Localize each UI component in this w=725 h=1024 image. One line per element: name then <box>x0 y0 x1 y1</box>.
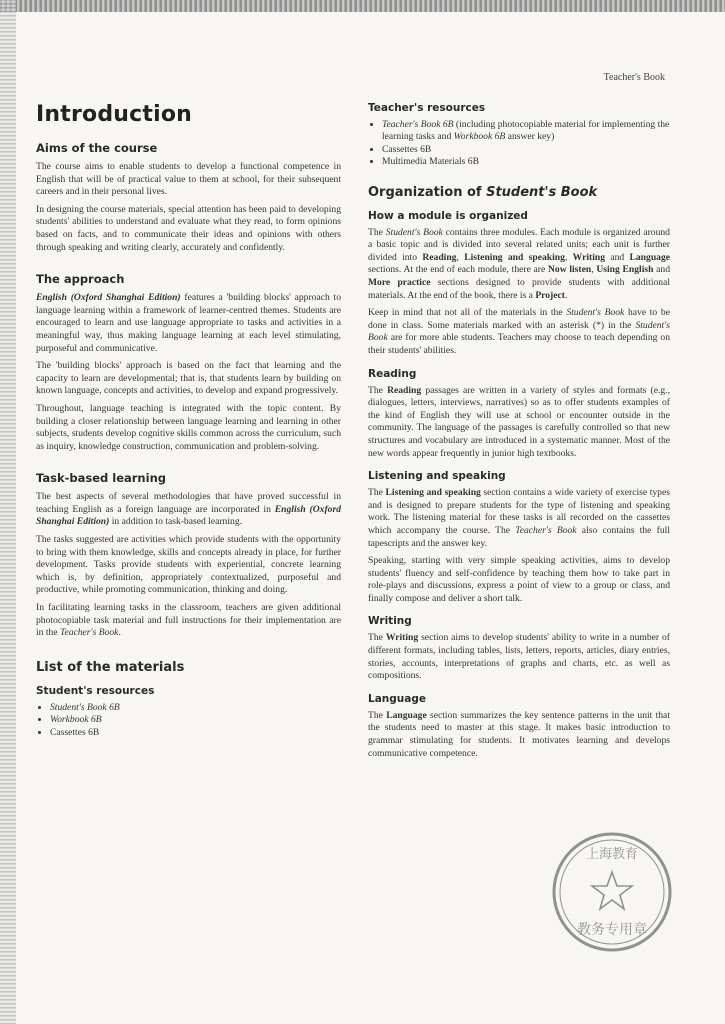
writing-paragraph: The Writing section aims to develop students' ability to write in a number of different formats, including tables, lists, letters, reports, articles, diary entries, stories, accounts, interpretations of graphs and charts, etc. as well as compositions. <box>368 632 670 682</box>
approach-paragraph-2: The 'building blocks' approach is based on the fact that learning and the capacity to learn are developmental; that is, that students learn by building on known language, concepts and activities, to develop and expand progressively. <box>36 360 341 397</box>
list-item: • Student's Book 6B <box>50 702 341 714</box>
aims-heading: Aims of the course <box>36 141 158 155</box>
student-resources-list <box>36 702 341 739</box>
stamp-seal <box>548 828 676 956</box>
aims-paragraph-2: In designing the course materials, special attention has been paid to developing students' abilities to understand and evaluate what they read, to form opinions based on facts, and to communicate their ideas and opinions with others through speaking and writing clearly, accurately and confidently. <box>36 203 341 253</box>
task-paragraph-1: The best aspects of several methodologies that have proved successful in teaching English as a foreign language are incorporated in English (Oxford Shanghai Edition) in addition to task-based learning. <box>36 491 341 528</box>
reading-heading: Reading <box>368 367 417 380</box>
task-heading: Task-based learning <box>36 471 166 486</box>
teacher-resources-heading: Teacher's resources <box>368 102 486 114</box>
module-paragraph-1: The Student's Book contains three modules. Each module is organized around a basic topic and is divided into several related units; each unit is further divided into Reading, Listening and speaking, Writing and Language sections. At the end of each module, there are Now listen, Using English and More practice sections designed to provide students with additional materials. At the end of the book, there is a Project. <box>368 226 671 301</box>
reading-paragraph: The Reading passages are written in a variety of styles and formats (e.g., dialogues, letters, interviews, narratives) so as to offer students examples of the kind of English they will use at school or encounter outside in the community. The language of the passages is carefully controlled so that new structures and vocabulary are introduced in a systematic manner. Most of the new words appear frequently in junior high textbooks. <box>368 384 670 459</box>
language-heading: Language <box>368 692 426 705</box>
right-column <box>368 100 670 765</box>
approach-paragraph-3: Throughout, language teaching is integrated with the topic content. By building a closer relationship between language learning and learning in other subjects, students develop cognitive skills common across the curriculum, such as inquiry, knowledge construction, communication and problem-solving. <box>36 402 341 452</box>
approach-heading: The approach <box>36 272 125 287</box>
scan-edge-top <box>0 0 725 12</box>
listening-paragraph-1: The Listening and speaking section contains a wide variety of exercise types and is designed to prepare students for the type of listening and speaking work. The listening material for these tasks is all recorded on the cassettes which accompany the course. The Teacher's Book also contains the full tapescripts and the answer key. <box>368 487 671 549</box>
listening-heading: Listening and speaking <box>368 470 506 483</box>
running-header: Teacher's Book <box>603 72 665 83</box>
scan-edge-left <box>0 0 16 1024</box>
aims-paragraph-1: The course aims to enable students to develop a functional competence in English that will be of practical value to them at school, for their subsequent careers and in their personal lives. <box>36 161 341 198</box>
materials-heading: List of the materials <box>36 659 185 675</box>
list-item: • Cassettes 6B <box>50 727 341 739</box>
module-paragraph-2: Keep in mind that not all of the materials in the Student's Book have to be done in class. Some materials marked with an asterisk (*) in the Student's Book are for more able students. Teachers may choose to teach depending on their students' abilities. <box>368 307 670 356</box>
svg-text:上海教育: 上海教育 <box>585 847 639 862</box>
language-paragraph: The Language section summarizes the key sentence patterns in the unit that the students need to master at this stage. It makes basic introduction to grammar stimulating for students. It motivates learning and develops communicative competence. <box>368 709 670 759</box>
list-item: • Teacher's Book 6B (including photocopiable material for implementing the learning tasks and Workbook 6B answer key) <box>382 119 670 144</box>
svg-text:教务专用章: 教务专用章 <box>577 922 647 938</box>
page-title: Introduction <box>36 102 193 127</box>
star-icon <box>592 872 632 909</box>
list-item: • Multimedia Materials 6B <box>382 156 670 168</box>
listening-paragraph-2: Speaking, starting with very simple speaking activities, aims to develop students' fluency and self-confidence by teaching them how to take part in role-plays and discussions, express a point of view to a group or class, and finally compose and deliver a short talk. <box>368 555 670 604</box>
list-item: • Workbook 6B <box>50 714 341 726</box>
organization-heading: Organization of Student's Book <box>368 184 598 200</box>
left-column <box>36 100 341 743</box>
task-paragraph-3: In facilitating learning tasks in the classroom, teachers are given additional photocopiable task material and full instructions for their implementation are in the Teacher's Book. <box>36 602 341 639</box>
task-paragraph-2: The tasks suggested are activities which provide students with the opportunity to bring with them knowledge, skills and concepts already in place, for further development. Tasks provide students with experiential, concrete learning which is, by definition, appropriately contextualized, purposeful and productive, while promoting communication, thinking and doing. <box>36 534 341 596</box>
student-resources-heading: Student's resources <box>36 684 155 697</box>
list-item: • Cassettes 6B <box>382 144 670 156</box>
teacher-resources-list <box>368 119 670 169</box>
approach-paragraph-1: English (Oxford Shanghai Edition) features a 'building blocks' approach to language learning within a framework of learner-centred themes. Students are encouraged to learn and use language appropriate to tasks and activities in a meaningful way, thus making language learning at each level stimulating, purposeful and communicative. <box>36 292 341 354</box>
writing-heading: Writing <box>368 615 412 628</box>
module-heading: How a module is organized <box>368 209 528 222</box>
